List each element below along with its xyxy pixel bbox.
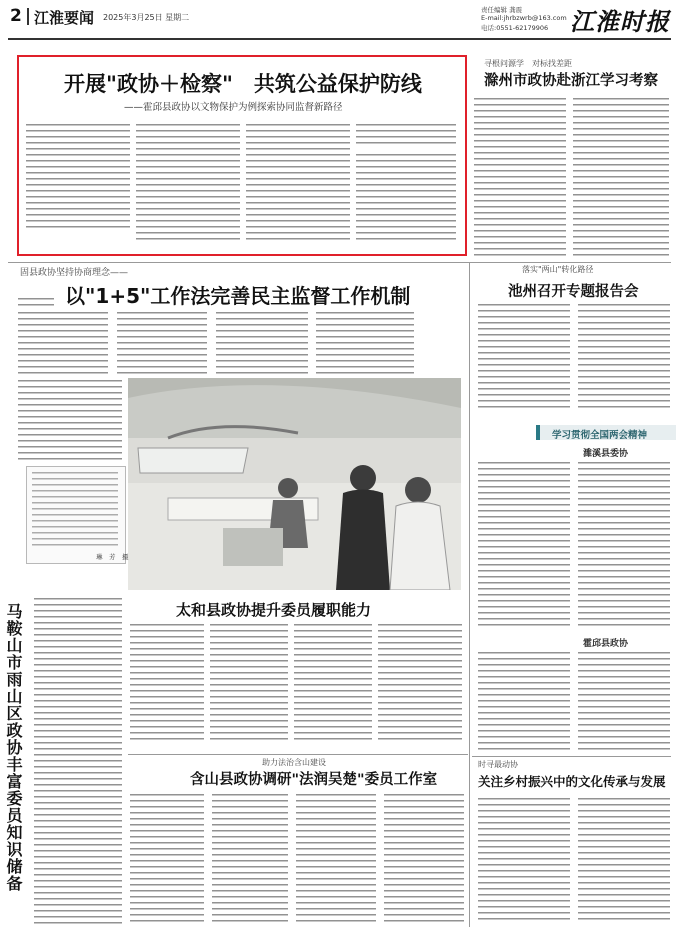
left-short-text-col	[18, 380, 122, 460]
right-mid-title: 池州召开专题报告会	[508, 284, 639, 300]
taihe-text-col4	[378, 624, 462, 742]
right-section-text-col1	[478, 462, 570, 630]
lead-text-col2	[136, 124, 240, 244]
row-divider-3	[472, 756, 671, 757]
second-text-col5	[18, 298, 54, 308]
lead-title: 开展"政协＋检察" 共筑公益保护防线	[64, 72, 422, 96]
editor-phone: 电话:0551-62179906	[481, 24, 549, 32]
hanshan-title: 含山县政协调研"法润吴楚"委员工作室	[190, 772, 438, 788]
subhead-a: 濉溪县委协	[583, 449, 629, 459]
second-title: 以"1+5"工作法完善民主监督工作机制	[65, 284, 411, 308]
header-rule	[8, 38, 671, 40]
caption-text	[32, 472, 118, 550]
right-bottom-text-col2	[578, 798, 670, 924]
photo-author: 琳 芳 摄	[96, 553, 129, 561]
photo	[128, 378, 461, 590]
taihe-text-col3	[294, 624, 372, 742]
taihe-text-col2	[210, 624, 288, 742]
row-divider-1	[8, 262, 671, 263]
section-label: 学习贯彻全国两会精神	[552, 430, 648, 441]
taihe-text-col1	[130, 624, 204, 742]
date-line: 2025年3月25日 星期二	[103, 13, 190, 22]
lead-subtitle: ——霍邱县政协以文物保护为例探索协同监督新路径	[124, 102, 343, 113]
column-divider-right	[469, 262, 470, 927]
second-text-col3	[216, 312, 308, 374]
editor-name: 责任编辑 龚震	[481, 6, 523, 14]
lead-text-col3	[246, 124, 350, 244]
subhead-b: 霍邱县政协	[583, 639, 629, 649]
hanshan-text-col3	[296, 794, 376, 924]
hanshan-text-col4	[384, 794, 464, 924]
right-bottom-text-col1	[478, 798, 570, 924]
right-mid-text-col1	[478, 304, 570, 412]
header-divider	[27, 8, 29, 25]
page-number: 2	[10, 6, 22, 26]
lead-text-col4	[356, 124, 456, 148]
photo-scene	[128, 378, 461, 590]
hanshan-kicker: 助力法治含山建设	[262, 758, 326, 767]
second-text-col1	[18, 312, 108, 374]
right-section-text-col2	[578, 462, 670, 630]
right-top-title: 滁州市政协赴浙江学习考察	[484, 73, 658, 89]
vertical-story-text-col1	[34, 598, 122, 924]
hanshan-text-col1	[130, 794, 204, 924]
right-section2-text-col2	[578, 652, 670, 750]
hanshan-text-col2	[212, 794, 288, 924]
right-top-text-col2	[573, 98, 669, 258]
right-top-text-col1	[474, 98, 566, 258]
right-bottom-title: 关注乡村振兴中的文化传承与发展	[478, 774, 666, 789]
right-bottom-kicker: 时寻最动协	[478, 760, 518, 769]
right-top-kicker: 寻根问源学 对标找差距	[484, 59, 572, 68]
vertical-headline: 马鞍山市雨山区政协丰富委员知识储备	[4, 603, 23, 892]
lead-text-col1	[26, 124, 130, 232]
right-section2-text-col1	[478, 652, 570, 750]
row-divider-2	[128, 754, 468, 755]
masthead-logo: 江淮时报	[570, 7, 670, 36]
right-mid-text-col2	[578, 304, 670, 412]
editor-email: E-mail:jhrbzwrb@163.com	[481, 14, 567, 22]
section-name: 江淮要闻	[34, 9, 95, 27]
second-kicker: 固县政协坚持协商理念——	[20, 268, 129, 278]
lead-text-col4b	[356, 154, 456, 244]
second-text-col2	[117, 312, 207, 374]
taihe-title: 太和县政协提升委员履职能力	[176, 601, 372, 619]
second-text-col4	[316, 312, 414, 374]
right-mid-kicker: 落实"两山"转化路径	[522, 265, 594, 274]
